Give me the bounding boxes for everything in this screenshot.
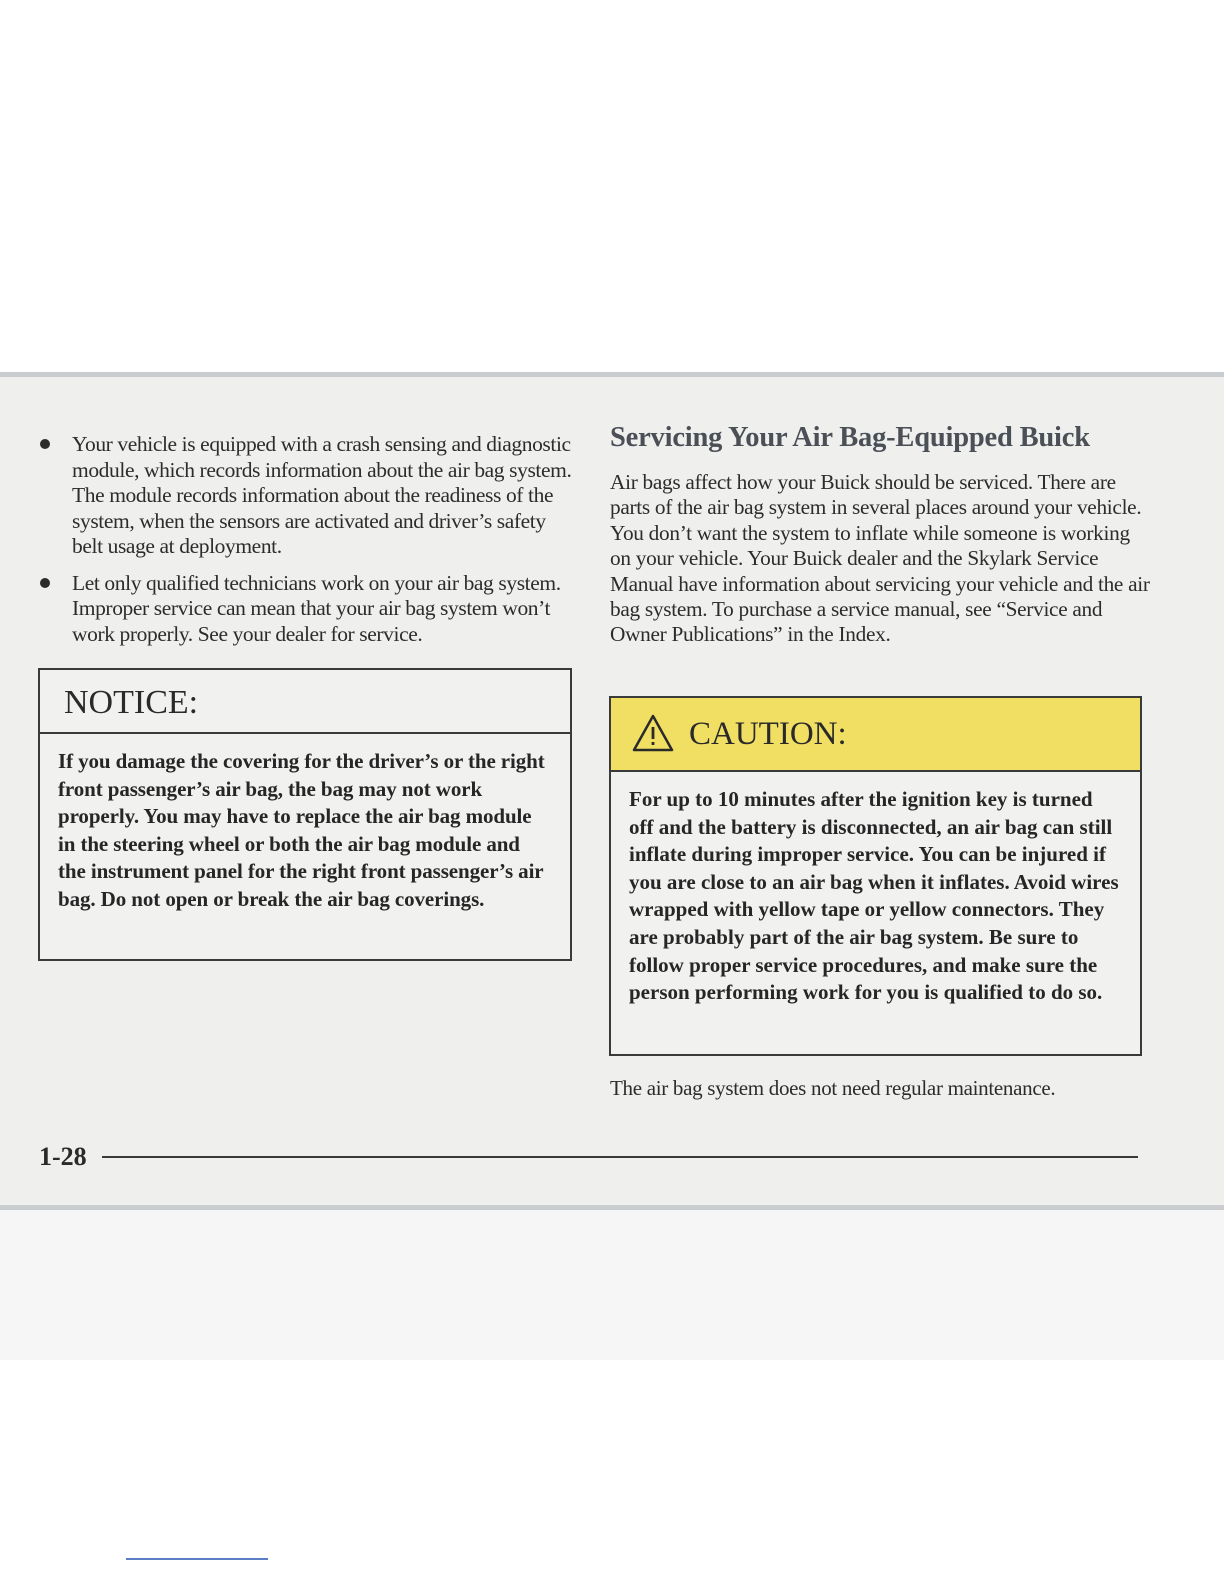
link-underline <box>126 1558 268 1560</box>
notice-box <box>38 668 572 961</box>
bullet-text: Your vehicle is equipped with a crash sensing and diagnostic module, which records information about the air bag system. The module records information about the readiness of the system, when the sensors are activated and driver’s safety belt usage at deployment. <box>72 432 572 558</box>
footer-rule <box>102 1156 1138 1158</box>
notice-title: NOTICE: <box>40 670 570 734</box>
closing-text: The air bag system does not need regular maintenance. <box>610 1076 1056 1100</box>
caution-text: For up to 10 minutes after the ignition key is turned off and the battery is disconnected, an air bag can still inflate during improper service. You can be injured if you are close to an air bag when it inflates. Avoid wires wrapped with yellow tape or yellow connectors. They are probably part of the air bag system. Be sure to follow proper service procedures, and make sure the person performing work for you is qualified to do so. <box>629 787 1119 1005</box>
page-margin <box>0 1210 1224 1360</box>
bullet-icon <box>40 578 50 588</box>
section-title: Servicing Your Air Bag-Equipped Buick <box>610 422 1090 453</box>
notice-text: If you damage the covering for the driver’s or the right front passenger’s air bag, the bag may not work properly. You may have to replace the air bag module in the steering wheel or both the air bag module and the instrument panel for the right front passenger’s air bag. Do not open or break the air bag coverings. <box>58 749 545 911</box>
intro-paragraph: Air bags affect how your Buick should be serviced. There are parts of the air bag system in several places around your vehicle. You don’t want the system to inflate while someone is working on your vehicle. Your Buick dealer and the Skylark Service Manual have information about servicing your vehicle and the air bag system. To purchase a service manual, see “Service and Owner Publications” in the Index. <box>610 470 1150 647</box>
page-number: 1-28 <box>39 1142 87 1171</box>
caution-title: CAUTION: <box>689 715 847 752</box>
caution-box <box>609 696 1142 1056</box>
warning-triangle-icon <box>631 713 675 753</box>
bullet-list <box>38 432 578 658</box>
caution-header <box>611 698 1140 772</box>
bullet-text: Let only qualified technicians work on your air bag system. Improper service can mean that your air bag system won’t work properly. See your dealer for service. <box>72 570 561 646</box>
list-item <box>38 571 578 648</box>
list-item <box>38 432 578 560</box>
bullet-icon <box>40 439 50 449</box>
